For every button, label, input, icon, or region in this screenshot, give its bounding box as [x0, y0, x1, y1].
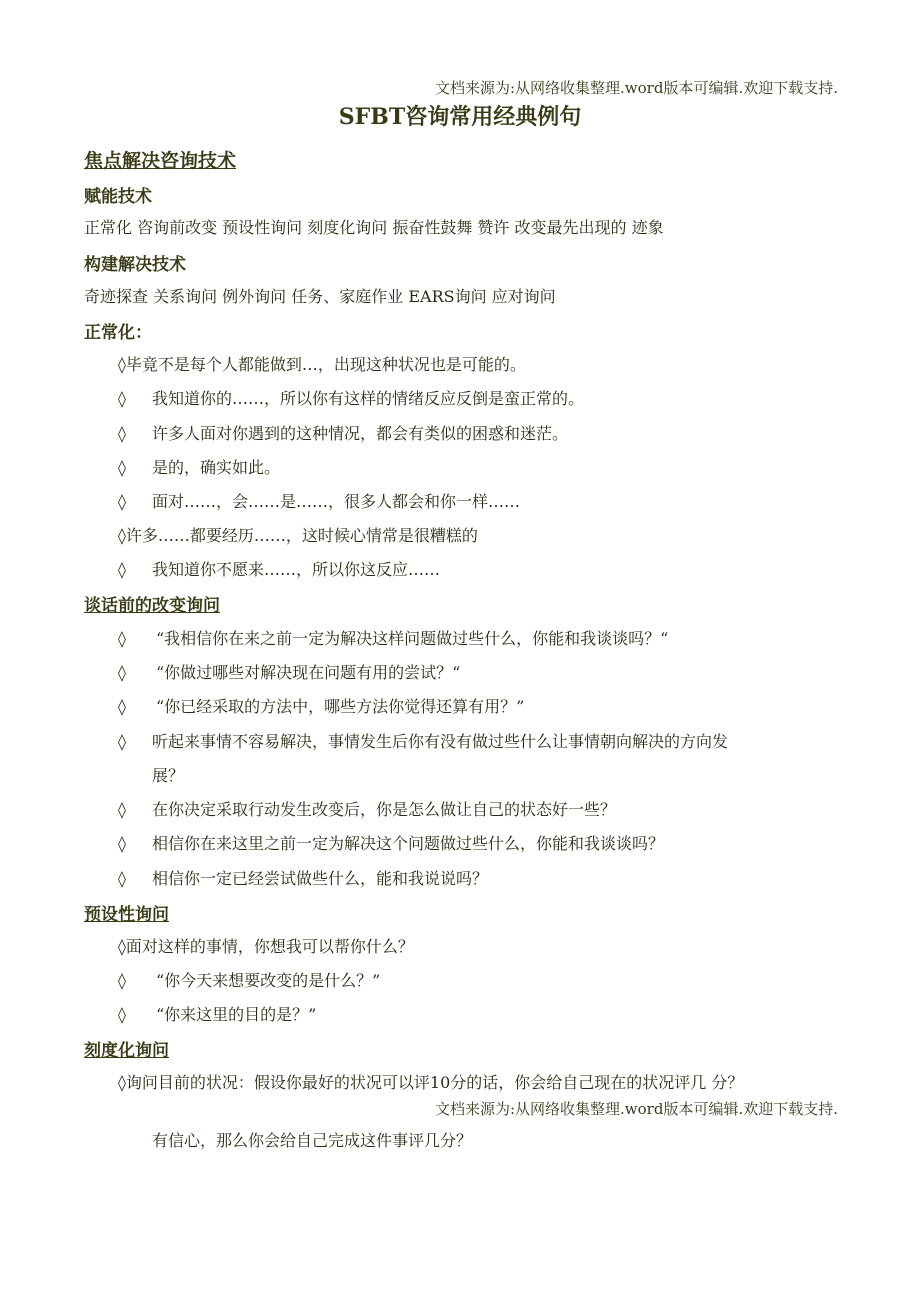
diamond-bullet-icon: ◊	[118, 1073, 126, 1092]
list-item: ◊ “你来这里的目的是？”	[118, 1005, 317, 1024]
list-item: ◊ 面对……，会……是……，很多人都会和你一样……	[118, 492, 521, 511]
list-item: ◊ “你已经采取的方法中，哪些方法你觉得还算有用？”	[118, 697, 525, 716]
diamond-bullet-icon: ◊	[118, 697, 126, 716]
diamond-bullet-icon: ◊	[118, 834, 126, 853]
diamond-bullet-icon: ◊	[118, 458, 126, 477]
diamond-bullet-icon: ◊	[118, 424, 126, 443]
diamond-bullet-icon: ◊	[118, 389, 126, 408]
list-item: ◊ 听起来事情不容易解决，事情发生后你有没有做过些什么让事情朝向解决的方向发	[118, 732, 729, 751]
list-item: ◊毕竟不是每个人都能做到…，出现这种状况也是可能的。	[118, 355, 526, 374]
list-item: ◊ 在你决定采取行动发生改变后，你是怎么做让自己的状态好一些？	[118, 800, 617, 819]
empower-items: 正常化 咨询前改变 预设性询问 刻度化询问 振奋性鼓舞 赞许 改变最先出现的 迹象	[84, 218, 664, 237]
diamond-bullet-icon: ◊	[118, 937, 126, 956]
list-item: ◊ “我相信你在来之前一定为解决这样问题做过些什么，你能和我谈谈吗？“	[118, 629, 669, 648]
build-items: 奇迹探查 关系询问 例外询问 任务、家庭作业 EARS询问 应对询问	[84, 287, 556, 306]
list-item: ◊ 相信你一定已经尝试做些什么，能和我说说吗？	[118, 869, 489, 888]
list-item: ◊ 是的，确实如此。	[118, 458, 281, 477]
diamond-bullet-icon: ◊	[118, 663, 126, 682]
diamond-bullet-icon: ◊	[118, 492, 126, 511]
heading-presuppose: 预设性询问	[84, 905, 169, 925]
list-item: ◊ 许多人面对你遇到的这种情况，都会有类似的困惑和迷茫。	[118, 424, 569, 443]
section-heading-main: 焦点解决咨询技术	[84, 150, 237, 172]
diamond-bullet-icon: ◊	[118, 629, 126, 648]
list-item: ◊ “你做过哪些对解决现在问题有用的尝试？“	[118, 663, 461, 682]
list-item: ◊面对这样的事情，你想我可以帮你什么？	[118, 937, 414, 956]
list-item: ◊ 我知道你的……，所以你有这样的情绪反应反倒是蛮正常的。	[118, 389, 585, 408]
list-item: ◊许多……都要经历……，这时候心情常是很糟糕的	[118, 526, 478, 545]
list-item: ◊ “你今天来想要改变的是什么？”	[118, 971, 381, 990]
diamond-bullet-icon: ◊	[118, 355, 126, 374]
list-item: ◊ 相信你在来这里之前一定为解决这个问题做过些什么，你能和我谈谈吗？	[118, 834, 665, 853]
diamond-bullet-icon: ◊	[118, 526, 126, 545]
heading-prechange: 谈话前的改变询问	[84, 596, 220, 616]
diamond-bullet-icon: ◊	[118, 971, 126, 990]
footer-source-note: 文档来源为:从网络收集整理.word版本可编辑.欢迎下载支持.	[434, 1100, 838, 1118]
diamond-bullet-icon: ◊	[118, 800, 126, 819]
heading-empower: 赋能技术	[84, 187, 152, 207]
header-source-note: 文档来源为:从网络收集整理.word版本可编辑.欢迎下载支持.	[434, 79, 838, 97]
diamond-bullet-icon: ◊	[118, 560, 126, 579]
heading-scaling: 刻度化询问	[84, 1041, 169, 1061]
heading-normalize: 正常化：	[84, 323, 152, 343]
list-item-continuation: 有信心，那么你会给自己完成这件事评几分？	[152, 1131, 473, 1150]
diamond-bullet-icon: ◊	[118, 1005, 126, 1024]
diamond-bullet-icon: ◊	[118, 732, 126, 751]
list-item: ◊ 我知道你不愿来……，所以你这反应……	[118, 560, 441, 579]
list-item-continuation: 展？	[152, 766, 185, 785]
document-title: SFBT咨询常用经典例句	[338, 104, 582, 130]
diamond-bullet-icon: ◊	[118, 869, 126, 888]
list-item: ◊询问目前的状况：假设你最好的状况可以评10分的话，你会给自己现在的状况评几 分？	[118, 1073, 744, 1092]
heading-build: 构建解决技术	[84, 255, 186, 275]
